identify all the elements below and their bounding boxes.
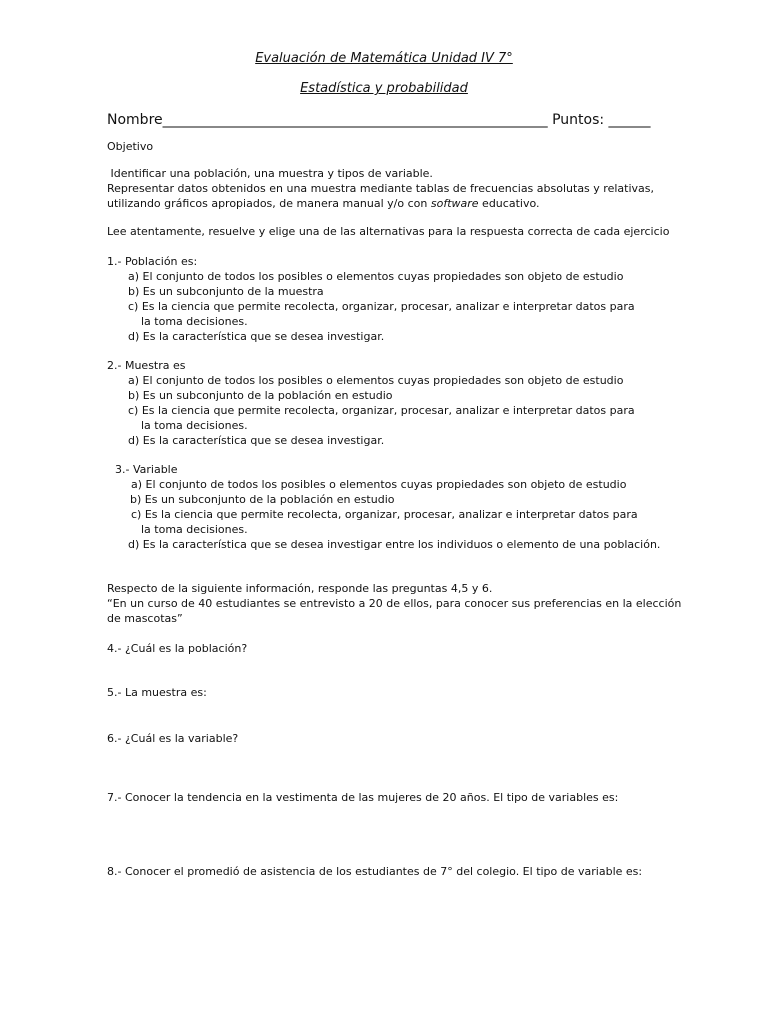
- instructions-text: Lee atentamente, resuelve y elige una de las alternativas para la respuesta correcta de cada ejercicio: [107, 225, 670, 238]
- question-3-option-d[interactable]: d) Es la característica que se desea investigar entre los individuos o elemento de una población.: [128, 538, 661, 551]
- context-line-2: “En un curso de 40 estudiantes se entrevisto a 20 de ellos, para conocer sus preferencias en la elección: [107, 597, 682, 610]
- question-2-option-d[interactable]: d) Es la característica que se desea investigar.: [128, 434, 385, 447]
- question-1-option-a[interactable]: a) El conjunto de todos los posibles o elementos cuyas propiedades son objeto de estudio: [128, 270, 624, 283]
- question-1-stem: 1.- Población es:: [107, 255, 198, 268]
- question-1-option-c-continuation: la toma decisiones.: [141, 315, 248, 328]
- question-2-stem: 2.- Muestra es: [107, 359, 186, 372]
- context-section: [107, 581, 747, 626]
- objective-line-2: Representar datos obtenidos en una muestra mediante tablas de frecuencias absolutas y relativas,: [107, 182, 654, 195]
- name-and-points-line: Nombre_______________________________________________________ Puntos: ______: [107, 112, 651, 128]
- question-5-text: 5.- La muestra es:: [107, 686, 207, 699]
- exam-title: Evaluación de Matemática Unidad IV 7°: [255, 51, 513, 66]
- question-6: [107, 731, 747, 746]
- question-1-option-b[interactable]: b) Es un subconjunto de la muestra: [128, 285, 324, 298]
- question-3-stem: 3.- Variable: [115, 463, 178, 476]
- question-3-option-c-continuation: la toma decisiones.: [141, 523, 248, 536]
- question-2: [107, 358, 747, 448]
- context-line-1: Respecto de la siguiente información, responde las preguntas 4,5 y 6.: [107, 582, 493, 595]
- question-4: [107, 641, 747, 656]
- question-5: [107, 685, 747, 700]
- question-2-option-b[interactable]: b) Es un subconjunto de la población en estudio: [128, 389, 393, 402]
- software-emphasis: software: [430, 197, 479, 210]
- objective-section: [107, 139, 747, 154]
- objective-line-1: Identificar una población, una muestra y tipos de variable.: [107, 167, 433, 180]
- context-line-3: de mascotas”: [107, 612, 183, 625]
- objective-line-3: [107, 196, 747, 211]
- question-8: [107, 864, 747, 879]
- question-1-option-d[interactable]: d) Es la característica que se desea investigar.: [128, 330, 385, 343]
- exam-subtitle: Estadística y probabilidad: [300, 81, 468, 96]
- question-3-option-b[interactable]: b) Es un subconjunto de la población en estudio: [130, 493, 395, 506]
- question-2-option-c-continuation: la toma decisiones.: [141, 419, 248, 432]
- question-3: [107, 462, 747, 552]
- question-2-option-a[interactable]: a) El conjunto de todos los posibles o elementos cuyas propiedades son objeto de estudio: [128, 374, 624, 387]
- objective-line-3-start: utilizando gráficos apropiados, de manera manual y/o con: [107, 197, 431, 210]
- question-3-option-a[interactable]: a) El conjunto de todos los posibles o elementos cuyas propiedades son objeto de estudio: [131, 478, 627, 491]
- question-6-text: 6.- ¿Cuál es la variable?: [107, 732, 239, 745]
- instructions: [107, 224, 747, 239]
- question-1: [107, 254, 747, 344]
- objective-line-3-end: educativo.: [478, 197, 540, 210]
- objective-heading: Objetivo: [107, 140, 154, 153]
- question-7-text: 7.- Conocer la tendencia en la vestimenta de las mujeres de 20 años. El tipo de variables es:: [107, 791, 619, 804]
- question-2-option-c[interactable]: c) Es la ciencia que permite recolecta, organizar, procesar, analizar e interpretar datos para: [128, 404, 635, 417]
- question-8-text: 8.- Conocer el promedió de asistencia de los estudiantes de 7° del colegio. El tipo de variable es:: [107, 865, 643, 878]
- question-4-text: 4.- ¿Cuál es la población?: [107, 642, 248, 655]
- objective-text: [107, 166, 747, 211]
- question-1-option-c[interactable]: c) Es la ciencia que permite recolecta, organizar, procesar, analizar e interpretar datos para: [128, 300, 635, 313]
- question-3-option-c[interactable]: c) Es la ciencia que permite recolecta, organizar, procesar, analizar e interpretar datos para: [131, 508, 638, 521]
- question-7: [107, 790, 747, 805]
